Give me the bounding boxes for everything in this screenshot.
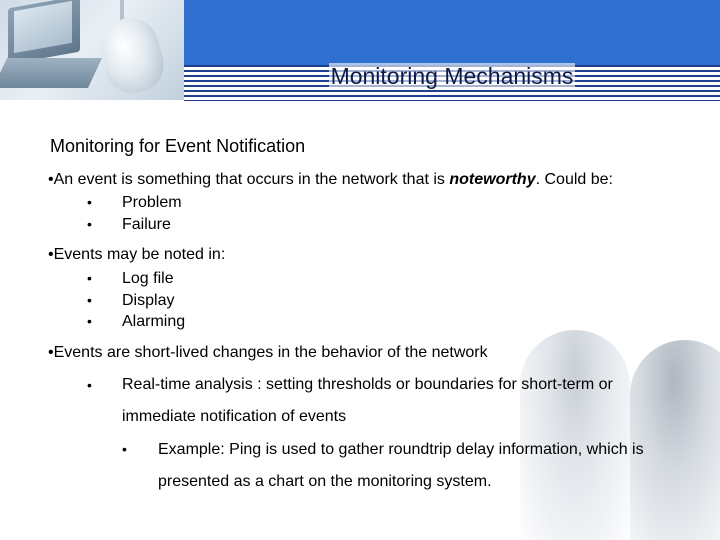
sub-bullet-marker: • xyxy=(87,270,92,286)
bullet-item-3 xyxy=(48,344,488,362)
bullet-item-3-text: Events are short-lived changes in the behavior of the network xyxy=(53,344,488,361)
sub-sub-item-example-line1: Example: Ping is used to gather roundtrip delay information, which is xyxy=(158,441,644,458)
sub-item-realtime-line2: immediate notification of events xyxy=(122,408,347,425)
bullet-item-1 xyxy=(48,171,613,189)
bullet-marker: • xyxy=(48,171,54,188)
bullet-marker: • xyxy=(48,246,54,263)
bullet-item-1-emphasis: noteworthy xyxy=(449,171,536,188)
bullet-item-2-text: Events may be noted in: xyxy=(53,246,226,263)
sub-bullet-marker: • xyxy=(87,194,92,210)
sub-item-display: Display xyxy=(122,292,175,309)
sub-item-problem: Problem xyxy=(122,194,182,211)
sub-sub-item-example-line2: presented as a chart on the monitoring system. xyxy=(158,473,492,490)
section-heading: Monitoring for Event Notification xyxy=(50,136,306,156)
bullet-marker: • xyxy=(48,344,54,361)
sub-bullet-marker: • xyxy=(87,292,92,308)
slide-title-text: Monitoring Mechanisms xyxy=(330,63,574,89)
sub-bullet-marker: • xyxy=(87,313,92,329)
sub-bullet-marker: • xyxy=(87,377,92,393)
sub-item-log-file: Log file xyxy=(122,270,174,287)
sub-item-realtime-line1: Real-time analysis : setting thresholds or boundaries for short-term or xyxy=(122,376,613,393)
bullet-item-2 xyxy=(48,246,225,264)
bullet-item-1-prefix: An event is something that occurs in the network that is xyxy=(53,171,450,188)
sub-sub-bullet-marker: • xyxy=(122,441,127,457)
sub-bullet-marker: • xyxy=(87,216,92,232)
sub-item-failure: Failure xyxy=(122,216,171,233)
bullet-item-1-suffix: . Could be: xyxy=(535,171,613,188)
sub-item-alarming: Alarming xyxy=(122,313,186,330)
